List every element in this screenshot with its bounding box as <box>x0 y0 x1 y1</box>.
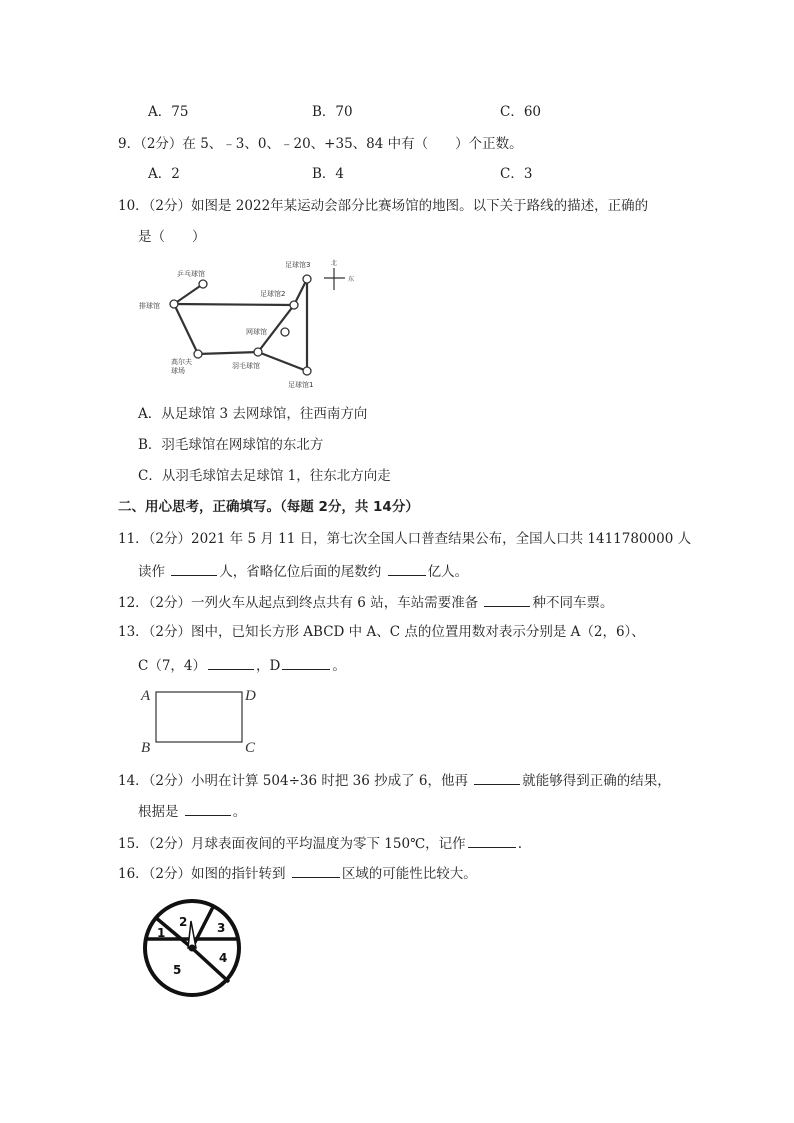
q10-stem-line2: 是（ ） <box>138 229 206 245</box>
node-yumao <box>254 348 262 356</box>
q14-text-d: 。 <box>232 804 247 820</box>
wheel-region-2: 2 <box>179 915 188 929</box>
rect-label-a: A <box>141 688 151 704</box>
node-gaoerfu <box>194 350 202 358</box>
wheel-center <box>189 945 196 952</box>
spinner-wheel <box>138 896 248 1006</box>
q16 <box>118 863 477 883</box>
compass-icon <box>324 259 354 290</box>
q9-stem: 9．（2分）在 5、﹣3、0、﹣20、+35、84 中有（ ）个正数。 <box>118 136 523 152</box>
q13-text-c: 。 <box>332 658 346 674</box>
q11-text-a: 读作 <box>138 564 170 580</box>
label-gaoerfu: 高尔夫 <box>171 358 192 366</box>
node-paiqiu <box>170 300 178 308</box>
q13-text-a: C（7，4） <box>138 658 207 674</box>
node-zuqiu3 <box>303 275 311 283</box>
rect-shape <box>156 692 242 742</box>
label-gaoerfu-2: 球场 <box>171 367 185 375</box>
q12-text-a: 12．（2分）一列火车从起点到终点共有 6 站，车站需要准备 <box>118 595 483 611</box>
q16-text-a: 16．（2分）如图的指针转到 <box>118 866 290 882</box>
label-yumao: 羽毛球馆 <box>232 362 260 370</box>
q11-text-b: 人，省略亿位后面的尾数约 <box>219 564 386 580</box>
label-zuqiu1: 足球馆1 <box>288 381 314 389</box>
label-pingpong: 乒乓球馆 <box>177 270 205 278</box>
q12-text-b: 种不同车票。 <box>532 595 614 611</box>
q10-option-b: B．羽毛球馆在网球馆的东北方 <box>138 437 324 453</box>
node-wangqiu <box>281 328 289 336</box>
map-line-paiqiu-zuqiu2 <box>174 304 294 305</box>
q14-text-a: 14．（2分）小明在计算 504÷36 时把 36 抄成了 6，他再 <box>118 773 473 789</box>
q11-line2 <box>138 561 468 581</box>
q14-line2 <box>138 801 246 821</box>
q9-option-c: C．3 <box>500 166 533 182</box>
q15-blank[interactable] <box>468 833 516 848</box>
q16-text-b: 区域的可能性比较大。 <box>341 866 477 882</box>
wheel-region-5: 5 <box>173 963 182 977</box>
rect-label-d: D <box>245 688 256 704</box>
q9-option-b: B．4 <box>312 166 345 182</box>
q11-text-c: 亿人。 <box>427 564 469 580</box>
wheel-region-4: 4 <box>219 951 228 965</box>
node-zuqiu1 <box>303 367 311 375</box>
node-pingpong <box>199 280 207 288</box>
q8-option-c: C．60 <box>500 104 542 120</box>
q10-option-a: A．从足球馆 3 去网球馆，往西南方向 <box>138 406 368 422</box>
section-2-heading: 二、用心思考，正确填写。（每题 2分，共 14分） <box>118 499 419 515</box>
rect-label-c: C <box>245 740 256 756</box>
q10-stem-line1: 10．（2分）如图是 2022年某运动会部分比赛场馆的地图。以下关于路线的描述，正确的 <box>118 198 649 214</box>
rectangle-abcd <box>136 684 266 756</box>
rect-label-b: B <box>141 740 151 756</box>
q9-option-a: A．2 <box>148 166 180 182</box>
q15 <box>118 833 522 853</box>
node-zuqiu2 <box>290 301 298 309</box>
q11-blank-1[interactable] <box>171 561 217 576</box>
q15-text-a: 15．（2分）月球表面夜间的平均温度为零下 150℃，记作 <box>118 836 466 852</box>
q12 <box>118 592 613 612</box>
q14-text-c: 根据是 <box>138 804 183 820</box>
label-zuqiu3: 足球馆3 <box>285 261 311 269</box>
map-route <box>174 279 307 371</box>
q16-blank[interactable] <box>292 863 340 878</box>
q13-line2 <box>138 655 346 675</box>
q8-option-b: B．70 <box>312 104 353 120</box>
wheel-region-1: 1 <box>157 926 166 940</box>
q14-blank-2[interactable] <box>185 801 231 816</box>
q13-line1: 13．（2分）图中，已知长方形 ABCD 中 A、C 点的位置用数对表示分别是 A（2，6）、 <box>118 624 645 640</box>
compass-north: 北 <box>331 260 338 267</box>
q14-line1 <box>118 770 671 790</box>
q11-blank-2[interactable] <box>388 561 426 576</box>
venue-map <box>135 256 365 396</box>
q13-blank-1[interactable] <box>208 655 254 670</box>
label-wangqiu: 网球馆 <box>246 328 267 336</box>
map-line-pingpong-paiqiu <box>174 284 203 304</box>
q11-line1: 11．（2分）2021 年 5 月 11 日，第七次全国人口普查结果公布，全国人口共 1411780000 人 <box>118 531 692 547</box>
q14-blank-1[interactable] <box>474 770 520 785</box>
q14-text-b: 就能够得到正确的结果， <box>522 773 671 789</box>
compass-east: 东 <box>348 276 355 283</box>
wheel-region-3: 3 <box>217 921 226 935</box>
label-zuqiu2: 足球馆2 <box>260 290 286 298</box>
label-paiqiu: 排球馆 <box>139 302 160 310</box>
q10-option-c: C．从羽毛球馆去足球馆 1，往东北方向走 <box>138 468 391 484</box>
q13-blank-2[interactable] <box>282 655 330 670</box>
q12-blank[interactable] <box>484 592 530 607</box>
q13-text-b: ，D <box>256 658 281 674</box>
q15-text-b: . <box>517 836 522 852</box>
q8-option-a: A．75 <box>148 104 189 120</box>
